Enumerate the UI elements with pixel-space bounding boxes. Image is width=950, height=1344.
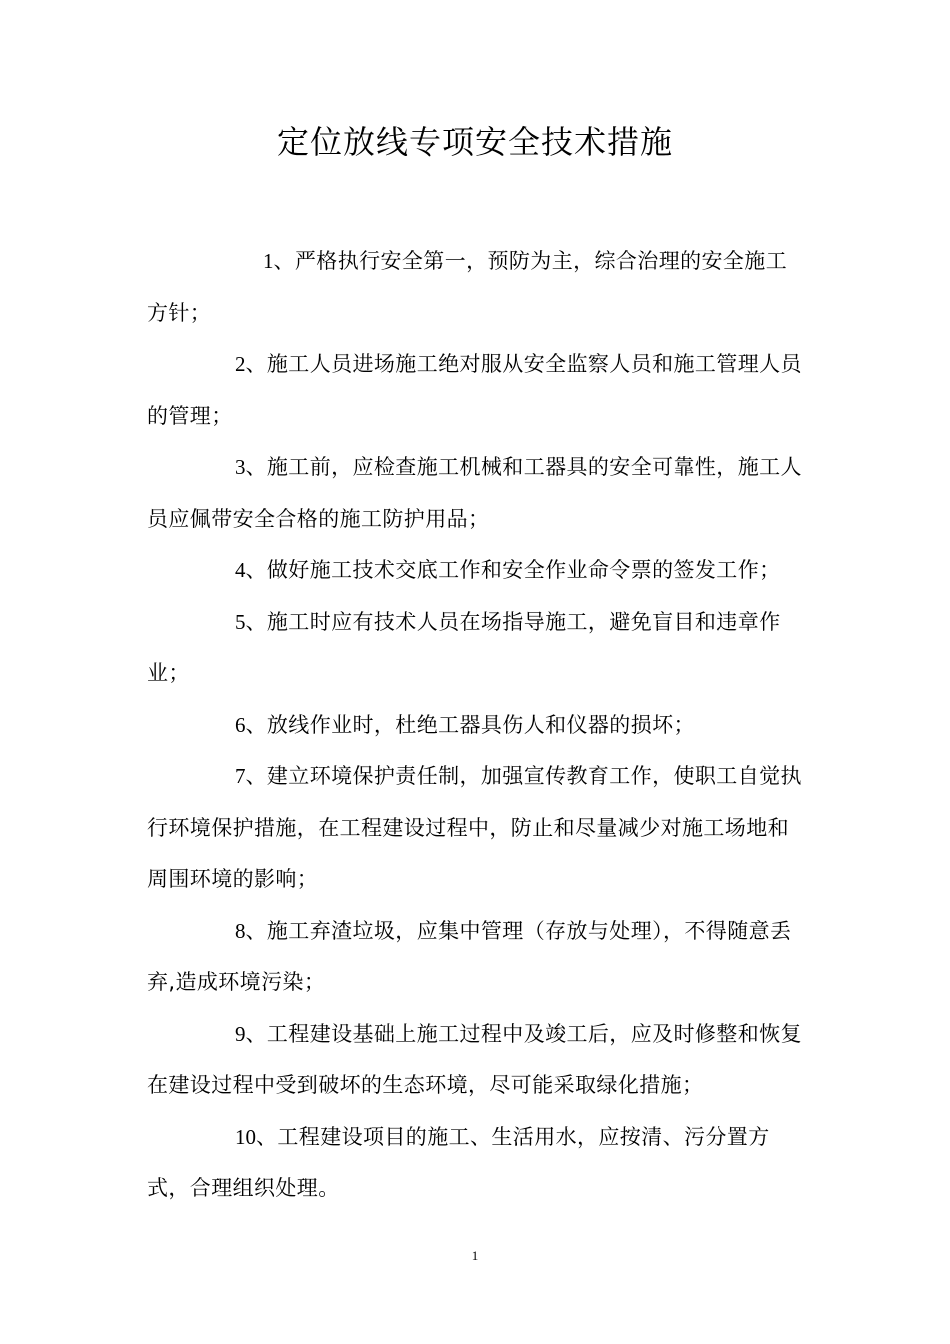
item-text: 、放线作业时，杜绝工器具伤人和仪器的损坏；: [245, 712, 695, 737]
page-number: 1: [471, 1248, 479, 1263]
item-number: 3: [235, 455, 246, 479]
item-number: 9: [235, 1021, 246, 1046]
list-item: [147, 1112, 807, 1215]
list-item: [147, 751, 807, 906]
list-item: [147, 545, 807, 597]
item-number: 10: [235, 1124, 256, 1149]
item-number: 7: [235, 764, 246, 788]
item-text: 、做好施工技术交底工作和安全作业命令票的签发工作；: [245, 558, 781, 582]
item-number: 8: [235, 918, 246, 943]
item-text: 、严格执行安全第一，预防为主，综合治理的安全施工方针；: [147, 249, 788, 325]
item-text: 、施工弃渣垃圾，应集中管理（存放与处理），不得随意丢弃,造成环境污染；: [147, 918, 792, 994]
item-number: 4: [235, 558, 246, 582]
item-text: 、工程建设基础上施工过程中及竣工后，应及时修整和恢复在建设过程中受到破坏的生态环境，尽可能采取绿化措施；: [147, 1021, 802, 1097]
item-number: 1: [263, 249, 274, 273]
item-text: 、施工前，应检查施工机械和工器具的安全可靠性，施工人员应佩带安全合格的施工防护用品；: [147, 455, 802, 531]
list-item: [147, 339, 807, 442]
item-number: 6: [235, 712, 246, 737]
document-title: 定位放线专项安全技术措施: [276, 123, 673, 161]
list-item: [147, 442, 807, 545]
item-text: 、施工人员进场施工绝对服从安全监察人员和施工管理人员的管理；: [147, 352, 802, 428]
list-item: [147, 700, 807, 752]
document-body: [147, 236, 807, 1215]
item-number: 2: [235, 352, 246, 376]
list-item: [147, 1009, 807, 1112]
list-item: [147, 906, 807, 1009]
item-text: 、建立环境保护责任制，加强宣传教育工作，使职工自觉执行环境保护措施，在工程建设过程中，防止和尽量减少对施工场地和周围环境的影响；: [147, 764, 802, 891]
item-text: 、施工时应有技术人员在场指导施工，避免盲目和违章作业；: [147, 609, 781, 685]
item-text: 、工程建设项目的施工、生活用水，应按清、污分置方式，合理组织处理。: [147, 1124, 770, 1200]
list-item: [147, 597, 807, 700]
item-number: 5: [235, 609, 246, 634]
list-item: [147, 236, 807, 339]
